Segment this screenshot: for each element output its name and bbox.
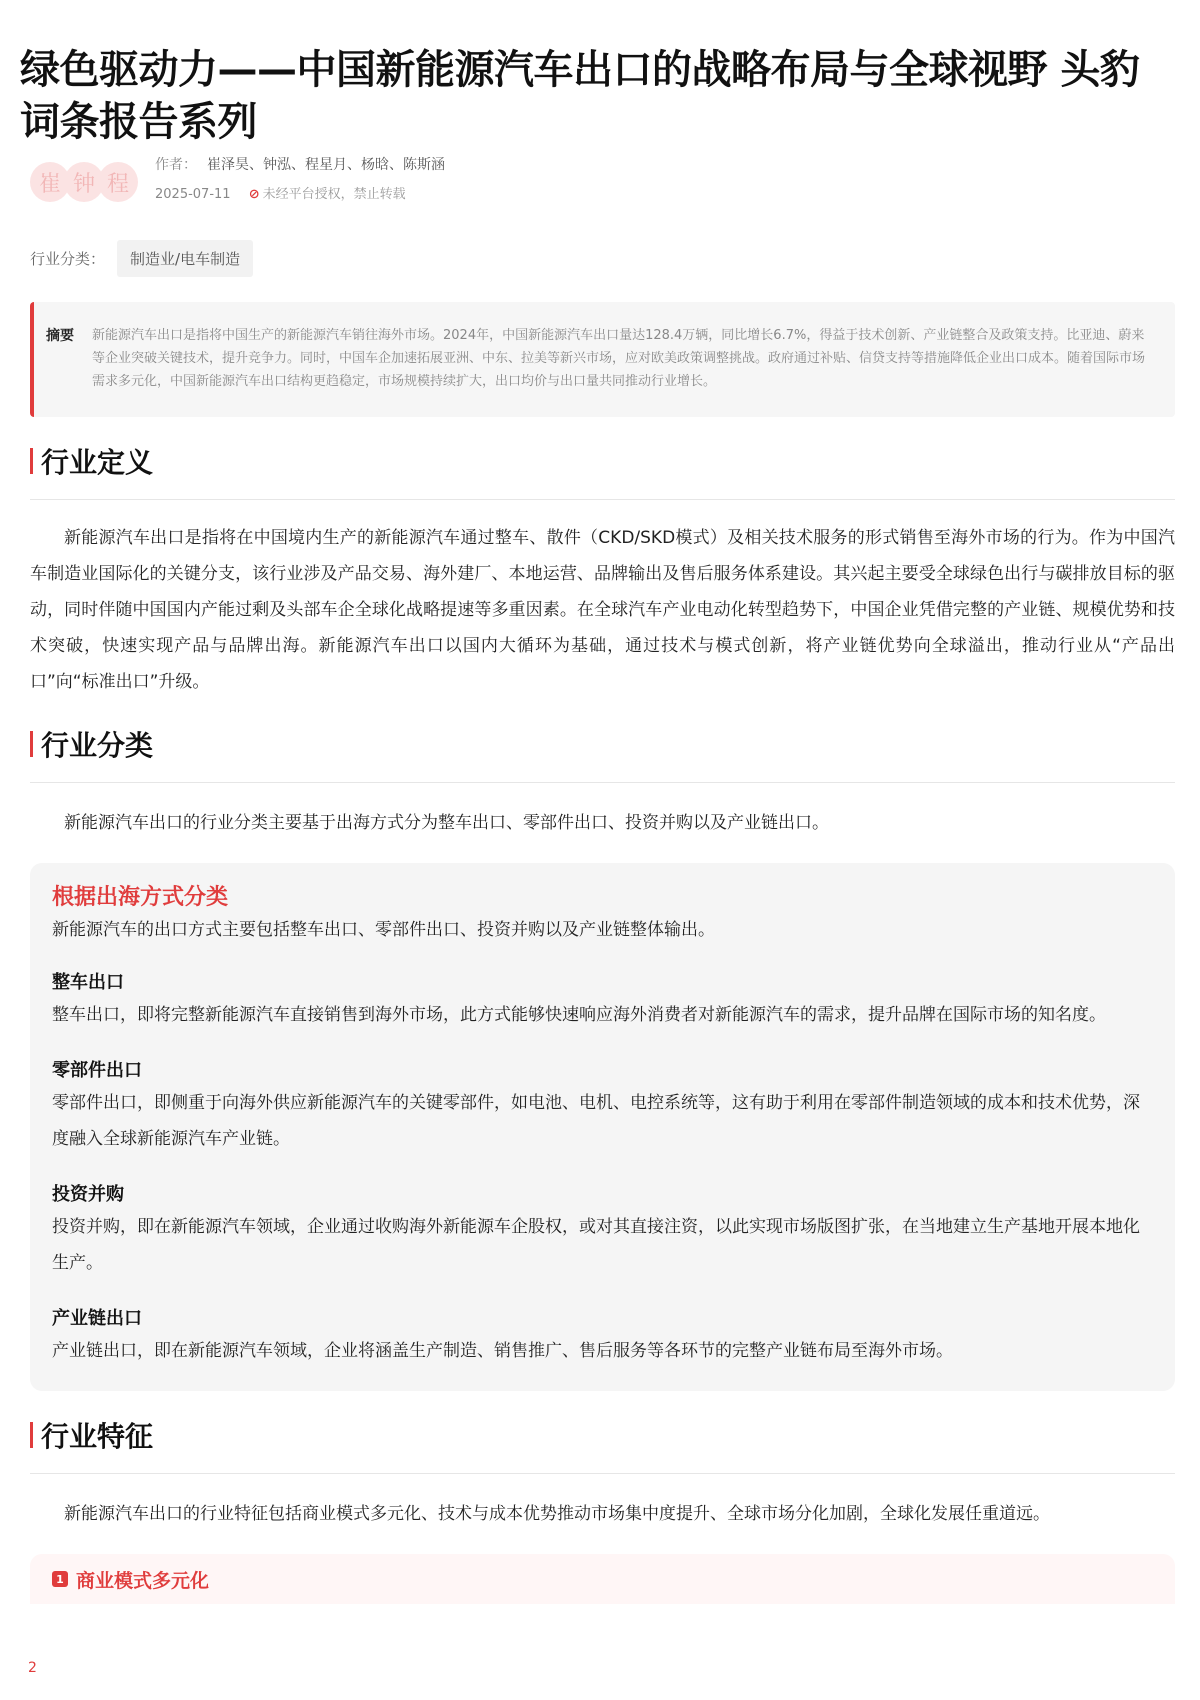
abstract-label: 摘要 <box>46 328 74 344</box>
author-label: 作者： <box>155 157 197 173</box>
section-heading-features <box>30 1415 1175 1455</box>
item-text: 整车出口，即将完整新能源汽车直接销售到海外市场，此方式能够快速响应海外消费者对新能源汽车的需求，提升品牌在国际市场的知名度。 <box>52 1005 1106 1025</box>
classification-box <box>30 863 1175 1391</box>
classification-item <box>52 1057 1153 1157</box>
report-meta <box>30 152 1175 240</box>
feature-number-badge: 1 <box>52 1571 68 1587</box>
divider <box>30 1473 1175 1474</box>
category-label: 行业分类： <box>30 250 106 268</box>
date-line <box>155 183 406 202</box>
page <box>20 0 1175 1604</box>
definition-paragraph: 新能源汽车出口是指将在中国境内生产的新能源汽车通过整车、散件（CKD/SKD模式）及相关技术服务的形式销售至海外市场的行为。作为中国汽车制造业国际化的关键分支，该行业涉及产品交易、海外建厂、本地运营、品牌输出及售后服务体系建设。其兴起主要受全球绿色出行与碳排放目标的驱动，同时伴随中国国内产能过剩及头部车企全球化战略提速等多重因素。在全球汽车产业电动化转型趋势下，中国企业凭借完整的产业链、规模优势和技术突破，快速实现产品与品牌出海。新能源汽车出口以国内大循环为基础，通过技术与模式创新，将产业链优势向全球溢出，推动行业从“产品出口”向“标准出口”升级。 <box>30 528 1175 692</box>
classification-item <box>52 1181 1153 1281</box>
avatar: 崔 <box>30 162 70 202</box>
industry-category <box>30 240 1175 277</box>
section-title: 行业定义 <box>41 446 154 479</box>
author-names: 崔泽昊、钟泓、程星月、杨晗、陈斯涵 <box>207 157 445 173</box>
copyright-warning <box>249 187 406 202</box>
item-title: 产业链出口 <box>52 1308 142 1329</box>
section-heading-classification <box>30 724 1175 764</box>
item-title: 零部件出口 <box>52 1060 142 1081</box>
item-text: 产业链出口，即在新能源汽车领域，企业将涵盖生产制造、销售推广、售后服务等各环节的完整产业链布局至海外市场。 <box>52 1341 953 1361</box>
category-tag[interactable]: 制造业/电车制造 <box>117 240 253 277</box>
avatar: 程 <box>98 162 138 202</box>
heading-accent-bar <box>30 731 33 757</box>
section-heading-definition <box>30 441 1175 481</box>
features-intro: 新能源汽车出口的行业特征包括商业模式多元化、技术与成本优势推动市场集中度提升、全球市场分化加剧，全球化发展任重道远。 <box>64 1504 1050 1524</box>
feature-card <box>30 1554 1175 1604</box>
author-avatars <box>30 158 140 206</box>
no-entry-icon: ⊘ <box>248 187 260 202</box>
abstract-box <box>30 302 1175 417</box>
item-title: 投资并购 <box>52 1184 124 1205</box>
page-number: 2 <box>28 1660 37 1676</box>
avatar: 钟 <box>64 162 104 202</box>
section-title: 行业分类 <box>41 729 154 762</box>
classification-intro: 新能源汽车出口的行业分类主要基于出海方式分为整车出口、零部件出口、投资并购以及产业链出口。 <box>64 813 829 833</box>
abstract-text: 新能源汽车出口是指将中国生产的新能源汽车销往海外市场。2024年，中国新能源汽车出口量达128.4万辆，同比增长6.7%，得益于技术创新、产业链整合及政策支持。比亚迪、蔚来等企业突破关键技术，提升竞争力。同时，中国车企加速拓展亚洲、中东、拉美等新兴市场，应对欧美政策调整挑战。政府通过补贴、信贷支持等措施降低企业出口成本。随着国际市场需求多元化，中国新能源汽车出口结构更趋稳定，市场规模持续扩大，出口均价与出口量共同推动行业增长。 <box>92 328 1146 389</box>
box-title: 根据出海方式分类 <box>52 885 229 910</box>
heading-accent-bar <box>30 448 33 474</box>
box-description: 新能源汽车的出口方式主要包括整车出口、零部件出口、投资并购以及产业链整体输出。 <box>52 920 715 940</box>
divider <box>30 499 1175 500</box>
item-title: 整车出口 <box>52 972 124 993</box>
section-title: 行业特征 <box>41 1420 154 1453</box>
item-text: 零部件出口，即侧重于向海外供应新能源汽车的关键零部件，如电池、电机、电控系统等，这有助于利用在零部件制造领域的成本和技术优势，深度融入全球新能源汽车产业链。 <box>52 1093 1140 1149</box>
divider <box>30 782 1175 783</box>
item-text: 投资并购，即在新能源汽车领域，企业通过收购海外新能源车企股权，或对其直接注资，以此实现市场版图扩张，在当地建立生产基地开展本地化生产。 <box>52 1217 1140 1273</box>
heading-accent-bar <box>30 1422 33 1448</box>
copyright-text: 未经平台授权，禁止转载 <box>262 187 406 202</box>
feature-title: 商业模式多元化 <box>76 1569 210 1592</box>
author-line <box>155 154 445 174</box>
report-title: 绿色驱动力——中国新能源汽车出口的战略布局与全球视野 头豹词条报告系列 <box>20 47 1140 145</box>
classification-item <box>52 969 1153 1033</box>
publish-date: 2025-07-11 <box>155 187 231 202</box>
classification-item <box>52 1305 1153 1369</box>
